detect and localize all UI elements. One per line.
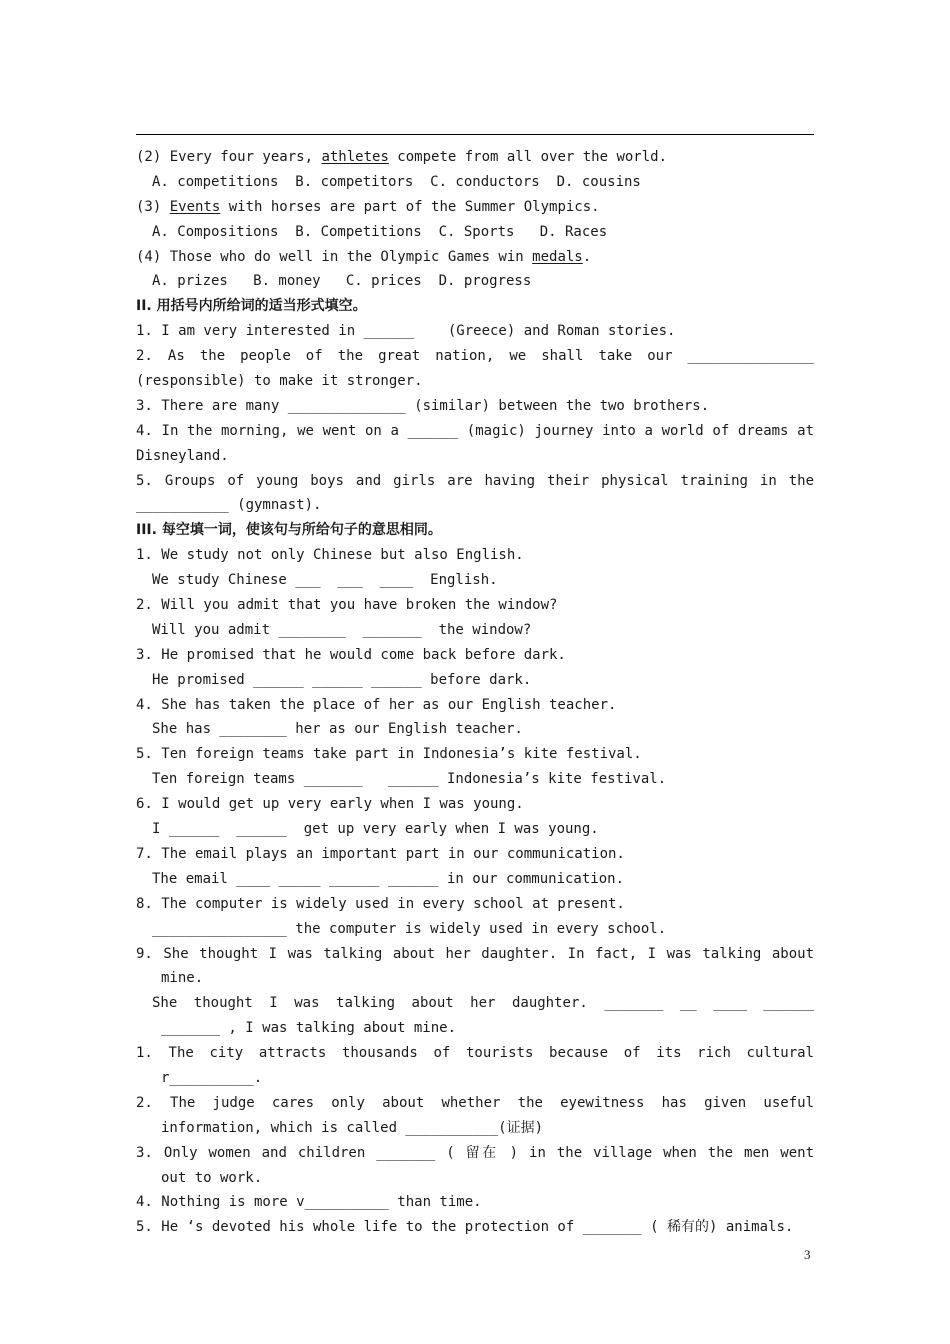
s4-line: 3. Only women and children _______ ( 留在 ) in the village when the men went (136, 1144, 814, 1161)
s3-line: Will you admit ________ _______ the window? (152, 621, 532, 638)
question-3: (3) Events with horses are part of the Summer Olympics. (136, 198, 600, 215)
s4-line: r__________. (161, 1069, 263, 1086)
page-number: 3 (804, 1247, 811, 1262)
s3-line: 4. She has taken the place of her as our English teacher. (136, 696, 617, 713)
s2-line: (responsible) to make it stronger. (136, 373, 423, 390)
s3-line: 8. The computer is widely used in every school at present. (136, 895, 625, 912)
s3-line: 7. The email plays an important part in our communication. (136, 845, 625, 862)
s2-line: 2. As the people of the great nation, we shall take our _______________ (136, 348, 814, 365)
s3-line: He promised ______ ______ ______ before dark. (152, 671, 532, 688)
s3-line: The email ____ _____ ______ ______ in our communication. (152, 870, 625, 887)
s4-line: 4. Nothing is more v__________ than time. (136, 1194, 482, 1211)
section-heading-2: II. 用括号内所给词的适当形式填空。 (136, 298, 367, 315)
s3-line: 5. Ten foreign teams take part in Indonesia’s kite festival. (136, 746, 642, 763)
s4-line: 1. The city attracts thousands of tourists because of its rich cultural (136, 1045, 814, 1062)
s2-line: ___________ (gymnast). (136, 497, 322, 514)
options-4: A. prizes B. money C. prices D. progress (152, 273, 532, 290)
options-2: A. competitions B. competitors C. conductors D. cousins (152, 173, 641, 190)
s4-line: information, which is called ___________(证据) (161, 1119, 544, 1136)
s3-line: I ______ ______ get up very early when I was young. (152, 821, 599, 838)
s3-line: We study Chinese ___ ___ ____ English. (152, 572, 498, 589)
s3-line: 2. Will you admit that you have broken the window? (136, 597, 558, 614)
s3-line: 9. She thought I was talking about her daughter. In fact, I was talking about (136, 945, 814, 962)
underlined-word: Events (169, 198, 221, 215)
s3-line: Ten foreign teams _______ ______ Indonesia’s kite festival. (152, 771, 667, 788)
underlined-word: athletes (321, 149, 389, 165)
s3-line: 6. I would get up very early when I was young. (136, 796, 524, 813)
s3-line: 3. He promised that he would come back before dark. (136, 646, 566, 663)
section-heading-3: III. 每空填一词，使该句与所给句子的意思相同。 (136, 522, 442, 539)
worksheet-body (136, 145, 814, 1240)
s3-line: She has ________ her as our English teacher. (152, 721, 523, 738)
s2-line: 5. Groups of young boys and girls are having their physical training in the (136, 472, 814, 489)
header-rule (136, 134, 814, 135)
s2-line: Disneyland. (136, 447, 229, 464)
question-4: (4) Those who do well in the Olympic Games win medals. (136, 248, 592, 265)
question-2: (2) Every four years, athletes compete from all over the world. (136, 149, 668, 165)
s3-line: _______ , I was talking about mine. (161, 1020, 457, 1037)
s4-line: 2. The judge cares only about whether the eyewitness has given useful (136, 1094, 814, 1111)
s2-line: 3. There are many ______________ (similar) between the two brothers. (136, 397, 710, 414)
s4-line: out to work. (161, 1169, 263, 1186)
s3-line: mine. (161, 970, 204, 987)
s3-line: ________________ the computer is widely used in every school. (152, 920, 667, 937)
s3-line: 1. We study not only Chinese but also English. (136, 547, 524, 564)
s3-line: She thought I was talking about her daughter. _______ __ ____ ______ (152, 995, 814, 1012)
underlined-word: medals (532, 248, 583, 265)
s4-line: 5. He ‘s devoted his whole life to the protection of _______ ( 稀有的) animals. (136, 1219, 794, 1236)
s2-line: 1. I am very interested in ______ (Greece) and Roman stories. (136, 323, 676, 340)
s2-line: 4. In the morning, we went on a ______ (magic) journey into a world of dreams at (136, 422, 814, 439)
options-3: A. Compositions B. Competitions C. Sports D. Races (152, 223, 608, 240)
